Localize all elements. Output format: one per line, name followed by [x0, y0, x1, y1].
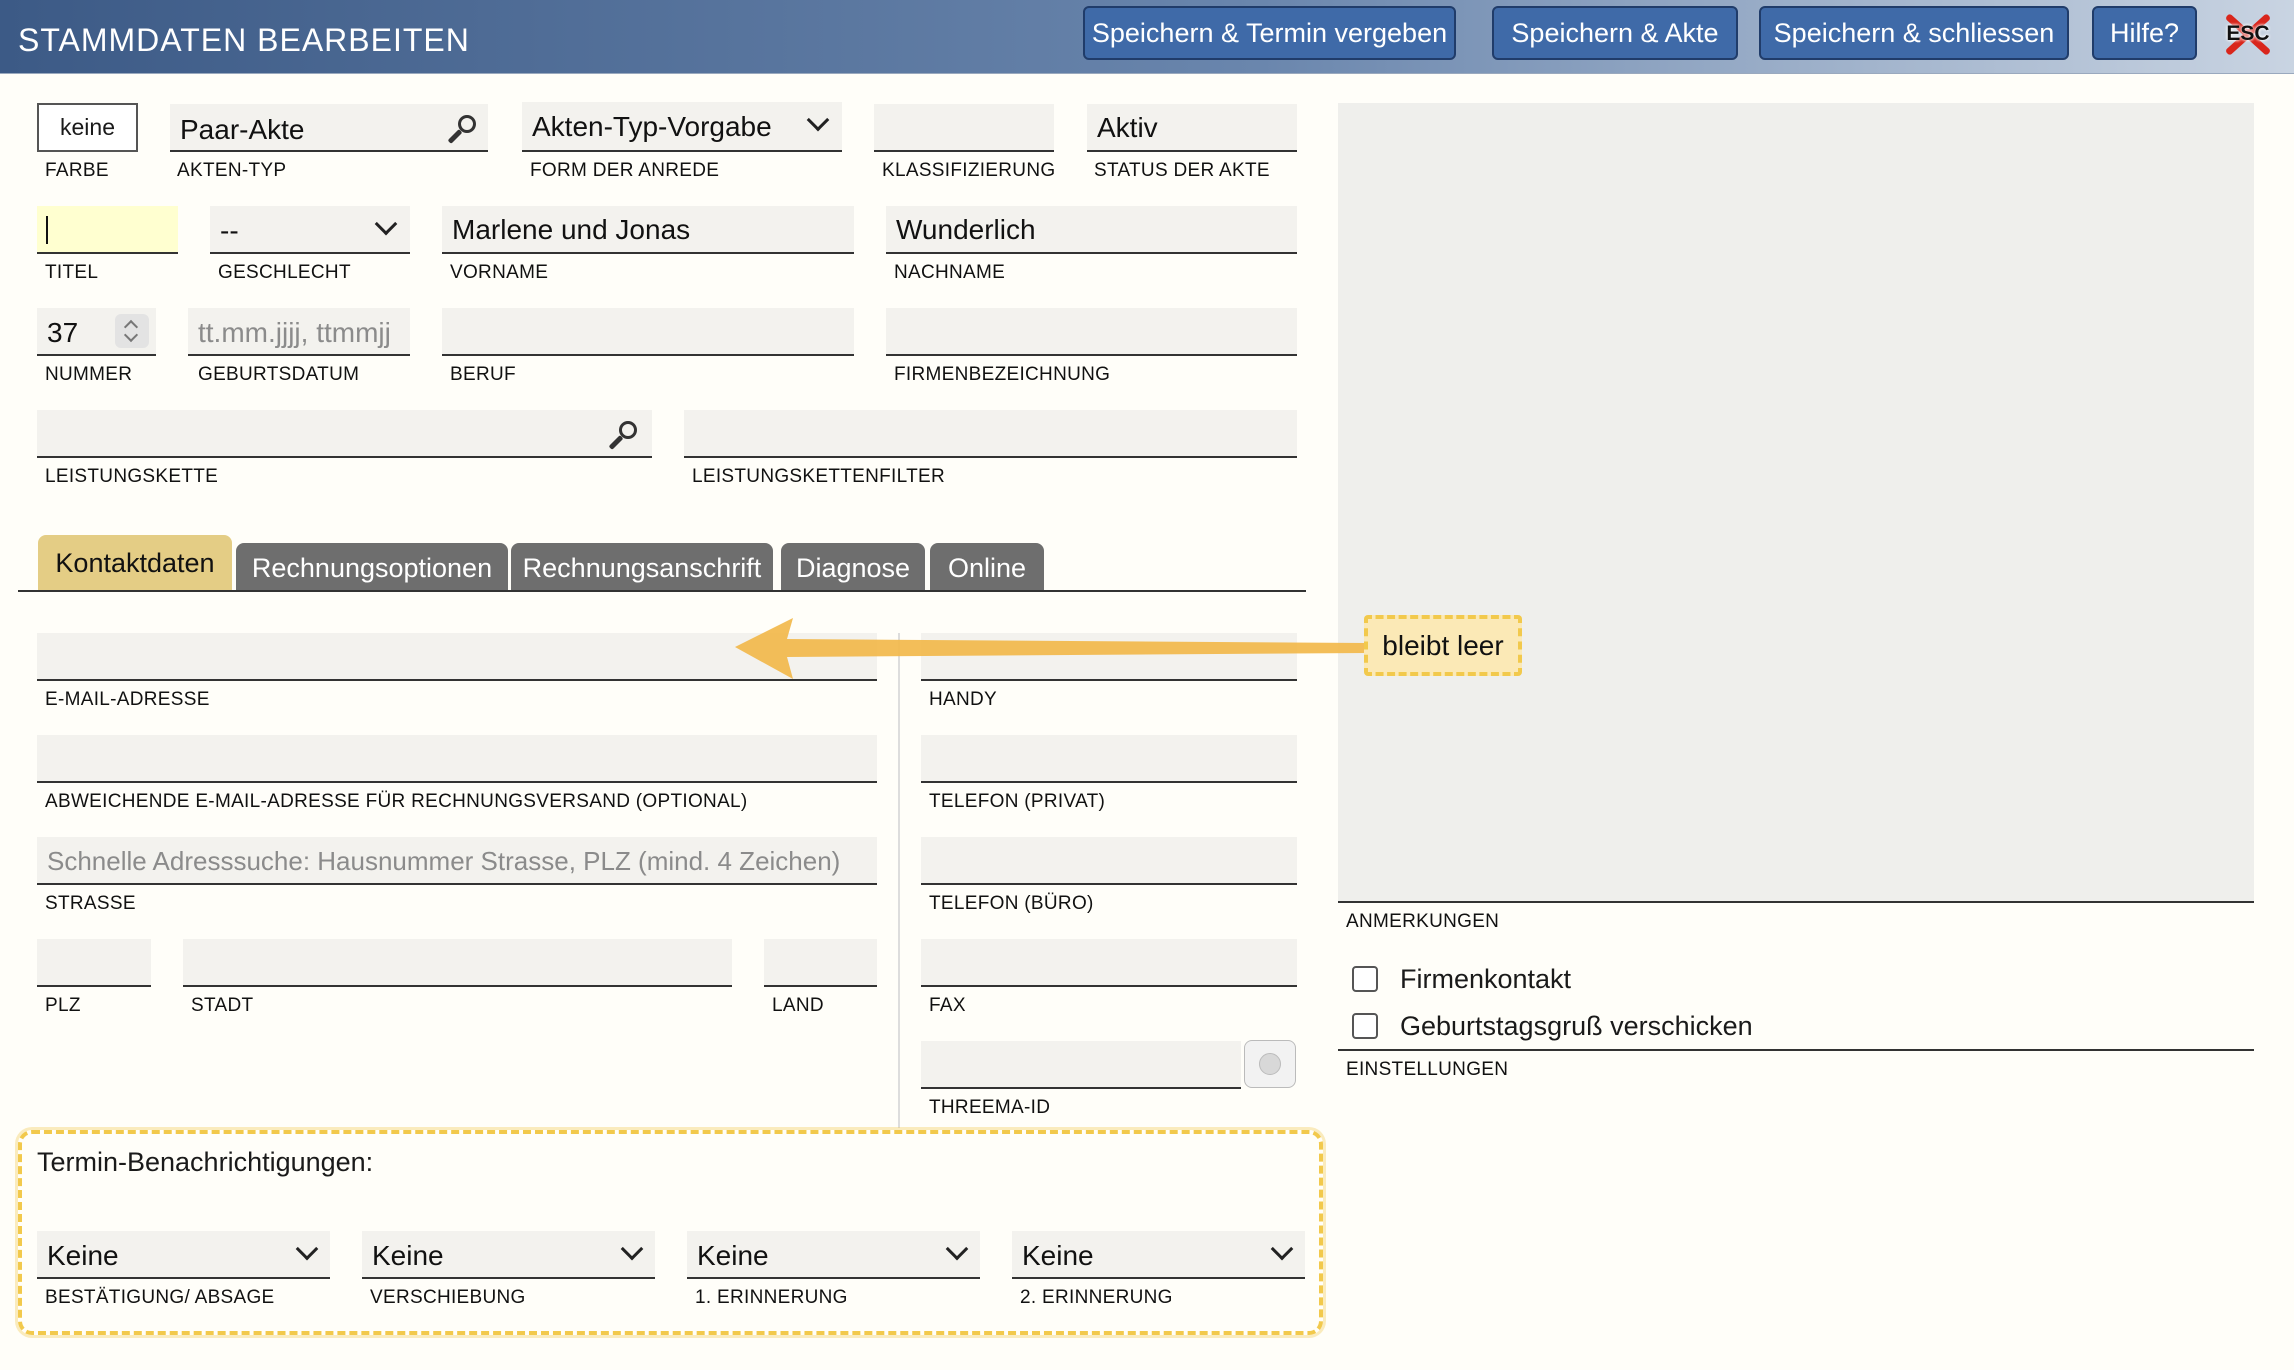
reschedule-value: Keine: [372, 1240, 444, 1271]
birthday-greeting-label: Geburtstagsgruß verschicken: [1400, 1011, 1753, 1041]
company-contact-checkbox[interactable]: [1352, 966, 1378, 992]
street-label: STRASSE: [45, 893, 136, 914]
page-title: STAMMDATEN BEARBEITEN: [18, 22, 470, 58]
salutation-label: FORM DER ANREDE: [530, 160, 720, 181]
last-name-value: Wunderlich: [896, 214, 1036, 245]
service-chain-label: LEISTUNGSKETTE: [45, 466, 219, 487]
title-field[interactable]: [37, 206, 178, 254]
second-reminder-label: 2. ERINNERUNG: [1020, 1287, 1173, 1308]
annotation-label: bleibt leer: [1364, 615, 1522, 676]
confirmation-label: BESTÄTIGUNG/ ABSAGE: [45, 1287, 275, 1308]
tab-diagnose[interactable]: Diagnose: [781, 543, 925, 591]
chevron-down-icon: [621, 1238, 644, 1261]
number-label: NUMMER: [45, 364, 133, 385]
esc-close-button[interactable]: [2220, 8, 2276, 60]
tab-rechnungsanschrift[interactable]: Rechnungsanschrift: [511, 543, 773, 591]
birthdate-label: GEBURTSDATUM: [198, 364, 360, 385]
company-field[interactable]: [886, 308, 1297, 356]
threema-id-label: THREEMA-ID: [929, 1097, 1051, 1118]
city-label: STADT: [191, 995, 254, 1016]
mobile-label: HANDY: [929, 689, 998, 710]
file-type-field[interactable]: [170, 104, 488, 152]
notes-textarea[interactable]: [1338, 103, 2254, 903]
settings-label: EINSTELLUNGEN: [1346, 1059, 1509, 1080]
first-name-label: VORNAME: [450, 262, 549, 283]
file-status-field[interactable]: [1087, 104, 1297, 152]
save-and-close-button[interactable]: Speichern & schliessen: [1759, 6, 2069, 60]
service-chain-field[interactable]: [37, 410, 652, 458]
phone-office-label: TELEFON (BÜRO): [929, 893, 1094, 914]
zip-field[interactable]: [37, 939, 151, 987]
last-name-label: NACHNAME: [894, 262, 1006, 283]
second-reminder-value: Keine: [1022, 1240, 1094, 1271]
threema-button[interactable]: [1244, 1040, 1296, 1088]
country-label: LAND: [772, 995, 824, 1016]
company-contact-label: Firmenkontakt: [1400, 964, 1572, 994]
chevron-down-icon: [375, 213, 398, 236]
chevron-down-icon: [296, 1238, 319, 1261]
chevron-down-icon: [1271, 1238, 1294, 1261]
chevron-down-icon: [807, 109, 830, 132]
classification-label: KLASSIFIZIERUNG: [882, 160, 1056, 181]
reschedule-select[interactable]: [362, 1231, 655, 1279]
last-name-field[interactable]: [886, 206, 1297, 254]
header-bar: [0, 0, 2294, 74]
esc-label: ESC: [2226, 22, 2270, 45]
service-chain-filter-label: LEISTUNGSKETTENFILTER: [692, 466, 945, 487]
birthdate-placeholder: tt.mm.jjjj, ttmmjj: [198, 317, 391, 348]
tab-kontaktdaten[interactable]: Kontaktdaten: [38, 535, 232, 591]
color-label: FARBE: [45, 160, 109, 181]
second-reminder-select[interactable]: [1012, 1231, 1305, 1279]
street-search-field[interactable]: [37, 837, 877, 885]
title-label: TITEL: [45, 262, 99, 283]
search-icon[interactable]: [448, 113, 478, 143]
file-type-label: AKTEN-TYP: [177, 160, 287, 181]
first-name-value: Marlene und Jonas: [452, 214, 691, 245]
file-status-label: STATUS DER AKTE: [1094, 160, 1270, 181]
arrow-icon: [735, 615, 1375, 685]
first-reminder-value: Keine: [697, 1240, 769, 1271]
birthday-greeting-checkbox[interactable]: [1352, 1013, 1378, 1039]
confirmation-value: Keine: [47, 1240, 119, 1271]
city-field[interactable]: [183, 939, 732, 987]
phone-office-field[interactable]: [921, 837, 1297, 885]
save-and-file-button[interactable]: Speichern & Akte: [1492, 6, 1738, 60]
salutation-select[interactable]: [522, 102, 842, 152]
phone-private-label: TELEFON (PRIVAT): [929, 791, 1106, 812]
notes-label: ANMERKUNGEN: [1346, 911, 1500, 932]
reschedule-label: VERSCHIEBUNG: [370, 1287, 526, 1308]
save-and-schedule-button[interactable]: Speichern & Termin vergeben: [1083, 6, 1456, 60]
birthdate-field[interactable]: [188, 308, 410, 356]
threema-id-field[interactable]: [921, 1041, 1241, 1089]
first-reminder-label: 1. ERINNERUNG: [695, 1287, 848, 1308]
tab-rechnungsoptionen[interactable]: Rechnungsoptionen: [236, 543, 508, 591]
billing-email-label: ABWEICHENDE E-MAIL-ADRESSE FÜR RECHNUNGSVERSAND (OPTIONAL): [45, 791, 748, 812]
stepper-arrows[interactable]: [115, 314, 149, 348]
tab-online[interactable]: Online: [930, 543, 1044, 591]
color-select[interactable]: keine: [37, 103, 138, 152]
fax-field[interactable]: [921, 939, 1297, 987]
number-value: 37: [47, 317, 79, 348]
country-field[interactable]: [764, 939, 877, 987]
help-button[interactable]: Hilfe?: [2092, 6, 2197, 60]
fax-label: FAX: [929, 995, 966, 1016]
circle-icon: [1259, 1053, 1281, 1075]
gender-label: GESCHLECHT: [218, 262, 351, 283]
email-label: E-MAIL-ADRESSE: [45, 689, 210, 710]
first-name-field[interactable]: [442, 206, 854, 254]
zip-label: PLZ: [45, 995, 81, 1016]
settings-divider: [1338, 1049, 2254, 1051]
column-divider: [898, 633, 900, 1128]
street-search-placeholder: Schnelle Adresssuche: Hausnummer Strasse, PLZ (mind. 4 Zeichen): [47, 846, 841, 876]
gender-value: --: [220, 215, 239, 246]
billing-email-field[interactable]: [37, 735, 877, 783]
profession-label: BERUF: [450, 364, 516, 385]
gender-select[interactable]: [210, 206, 410, 254]
confirmation-select[interactable]: [37, 1231, 330, 1279]
classification-field[interactable]: [874, 104, 1054, 152]
profession-field[interactable]: [442, 308, 854, 356]
salutation-value: Akten-Typ-Vorgabe: [532, 111, 772, 142]
number-stepper[interactable]: [37, 308, 156, 356]
tab-bar-divider: [18, 590, 1306, 592]
chevron-down-icon: [946, 1238, 969, 1261]
phone-private-field[interactable]: [921, 735, 1297, 783]
first-reminder-select[interactable]: [687, 1231, 980, 1279]
file-status-value: Aktiv: [1097, 112, 1158, 143]
text-cursor: [46, 216, 48, 244]
service-chain-filter-field[interactable]: [684, 410, 1297, 458]
file-type-value: Paar-Akte: [180, 114, 305, 145]
company-label: FIRMENBEZEICHNUNG: [894, 364, 1111, 385]
search-icon[interactable]: [609, 419, 639, 449]
notification-title: Termin-Benachrichtigungen:: [37, 1147, 374, 1177]
